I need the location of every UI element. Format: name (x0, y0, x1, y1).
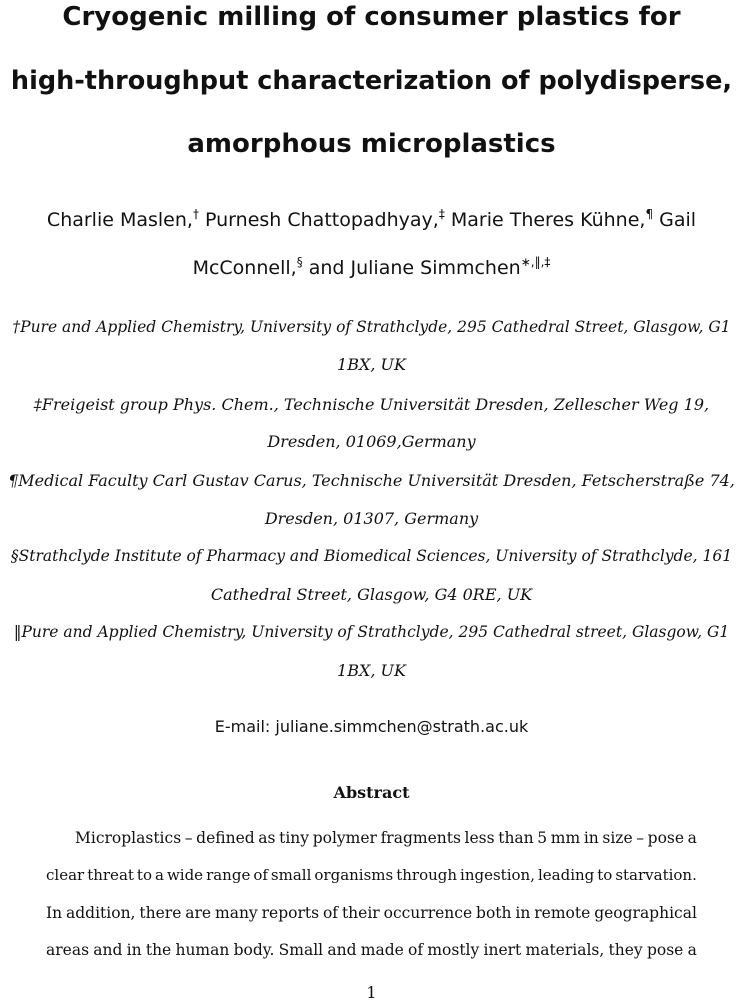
abstract-word: the (145, 941, 172, 959)
abstract-word: of (408, 941, 424, 959)
author-name: Charlie Maslen, (46, 209, 193, 231)
abstract-word: a (687, 829, 697, 847)
abstract-word: fragments (380, 829, 461, 847)
abstract-word: their (341, 904, 380, 922)
abstract-word: mostly (427, 941, 480, 959)
affiliation-line: ‡Freigeist group Phys. Chem., Technische Universität Dresden, Zellescher Weg 19, (33, 395, 710, 414)
abstract-word: a (687, 941, 697, 959)
author-name: Gail (653, 209, 697, 231)
abstract-word: in (583, 829, 599, 847)
abstract-line (75, 829, 697, 847)
abstract-word: mm (550, 829, 581, 847)
abstract-word: small (270, 866, 312, 884)
abstract-word: and (327, 941, 357, 959)
abstract-word: body. (233, 941, 275, 959)
paper-title-line-2: high-throughput characterization of polydisperse, (10, 66, 733, 96)
email-label: E-mail: (214, 717, 271, 736)
abstract-word: inert (483, 941, 522, 959)
abstract-word: are (185, 904, 212, 922)
author-name: Purnesh Chattopadhyay, (198, 209, 439, 231)
abstract-word: reports (261, 904, 320, 922)
abstract-word: many (215, 904, 258, 922)
author-name: Marie Theres Kühne, (444, 209, 646, 231)
abstract-line (46, 941, 697, 959)
abstract-word: geographical (594, 904, 697, 922)
affiliation-line: §Strathclyde Institute of Pharmacy and Biomedical Sciences, University of Strathclyde, 161 (10, 547, 733, 565)
abstract-word: organisms (314, 866, 394, 884)
affiliation-line: †Pure and Applied Chemistry, University of Strathclyde, 295 Cathedral Street, Glasgow, G1 (12, 318, 731, 336)
affiliation-line: ‖Pure and Applied Chemistry, University of Strathclyde, 295 Cathedral street, Glasgow, G1 (13, 623, 730, 641)
abstract-word: tiny (279, 829, 310, 847)
author-name: and Juliane Simmchen (302, 257, 521, 279)
abstract-word: clear (46, 866, 85, 884)
abstract-word: defined (196, 829, 255, 847)
abstract-word: to (597, 866, 613, 884)
abstract-word: materials, (525, 941, 605, 959)
affiliation-marker: † (192, 207, 199, 221)
abstract-word: of (253, 866, 268, 884)
abstract-word: to (136, 866, 152, 884)
abstract-word: less (464, 829, 495, 847)
abstract-word: polymer (312, 829, 377, 847)
author-line-1 (0, 209, 743, 231)
affiliation-marker: ‡ (438, 207, 445, 221)
abstract-word: of (322, 904, 339, 922)
abstract-word: both (476, 904, 512, 922)
affiliation-line: ¶Medical Faculty Carl Gustav Carus, Technische Universität Dresden, Fetscherstraße 74, (8, 471, 735, 490)
affiliation-line: 1BX, UK (337, 661, 406, 680)
contact-email (0, 717, 743, 736)
abstract-word: than (498, 829, 534, 847)
abstract-word: 5 (537, 829, 548, 847)
abstract-word: starvation. (615, 866, 697, 884)
abstract-word: there (139, 904, 182, 922)
abstract-word: pose (646, 941, 684, 959)
paper-title-line-3: amorphous microplastics (187, 129, 556, 159)
affiliation-marker: § (296, 255, 303, 269)
abstract-word: threat (87, 866, 134, 884)
abstract-word: human (175, 941, 230, 959)
abstract-line (46, 904, 697, 922)
abstract-word: made (360, 941, 404, 959)
abstract-word: range (206, 866, 251, 884)
affiliation-marker: ∗,‖,‡ (520, 255, 551, 269)
abstract-word: in (515, 904, 531, 922)
affiliation-line: 1BX, UK (337, 355, 406, 374)
abstract-word: Microplastics (75, 829, 182, 847)
affiliation-line: Dresden, 01307, Germany (264, 509, 479, 528)
abstract-word: In (46, 904, 63, 922)
abstract-word: as (258, 829, 276, 847)
abstract-word: wide (166, 866, 204, 884)
abstract-word: leading (537, 866, 595, 884)
abstract-word: Small (278, 941, 324, 959)
abstract-word: in (126, 941, 142, 959)
paper-title-line-1: Cryogenic milling of consumer plastics for (62, 2, 681, 32)
affiliation-line: Dresden, 01069,Germany (267, 432, 476, 451)
abstract-word: through (396, 866, 458, 884)
abstract-word: – (636, 829, 645, 847)
abstract-word: areas (46, 941, 90, 959)
abstract-line (46, 866, 697, 884)
affiliation-line: Cathedral Street, Glasgow, G4 0RE, UK (210, 585, 533, 604)
abstract-word: and (93, 941, 123, 959)
abstract-word: remote (534, 904, 591, 922)
abstract-word: pose (647, 829, 685, 847)
page-number: 1 (366, 983, 377, 1002)
author-line-2 (0, 257, 743, 279)
abstract-word: they (608, 941, 643, 959)
abstract-word: occurrence (383, 904, 473, 922)
author-name: McConnell, (192, 257, 297, 279)
abstract-word: addition, (66, 904, 136, 922)
abstract-word: ingestion, (460, 866, 535, 884)
abstract-word: size (602, 829, 633, 847)
abstract-heading: Abstract (333, 783, 410, 802)
affiliation-marker: ¶ (645, 207, 654, 221)
email-address[interactable]: juliane.simmchen@strath.ac.uk (275, 717, 529, 736)
abstract-word: a (154, 866, 164, 884)
abstract-word: – (184, 829, 193, 847)
